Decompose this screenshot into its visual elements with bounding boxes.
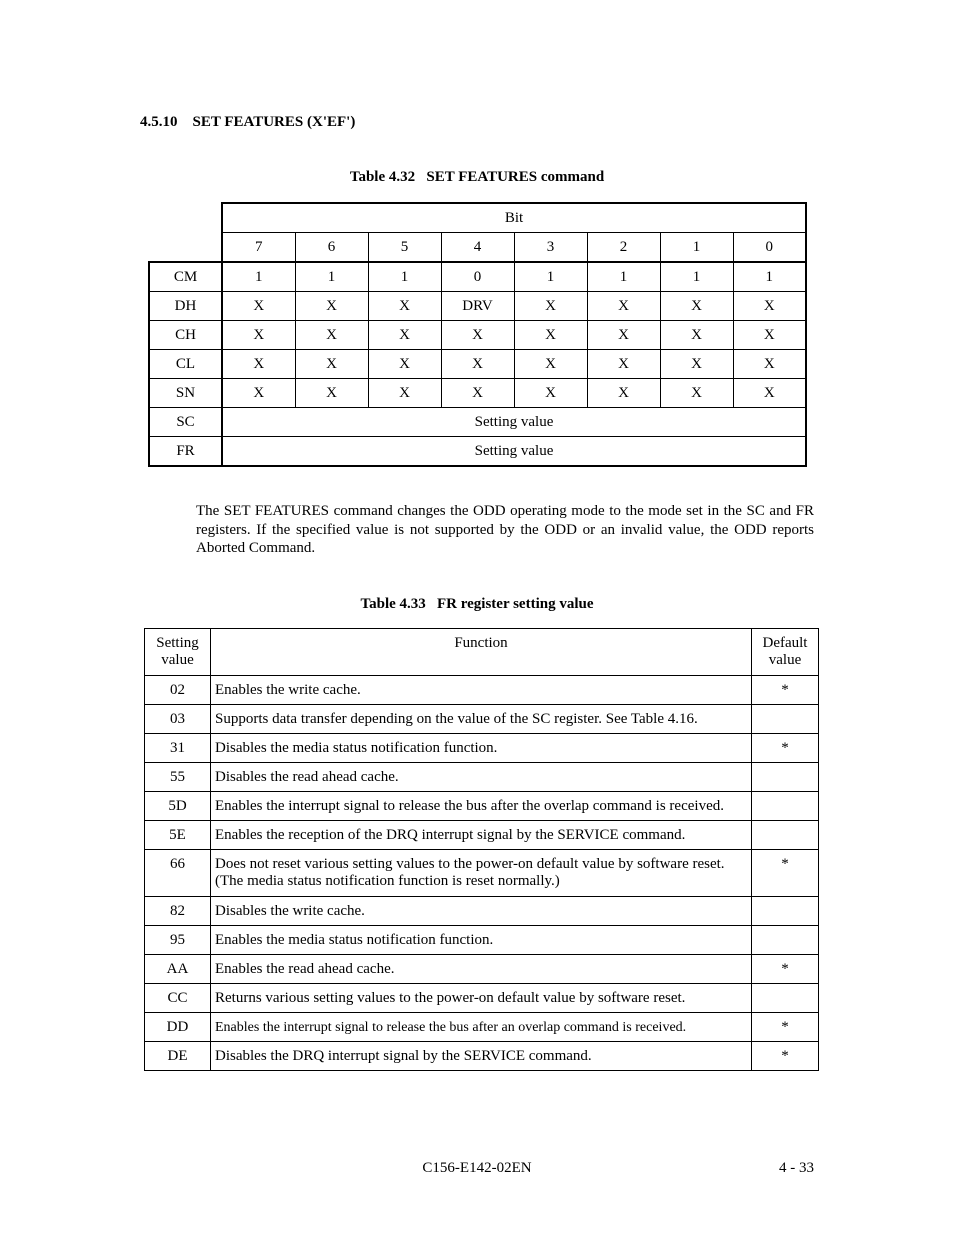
bit-cell: X — [514, 292, 587, 321]
setting-value-cell: 03 — [145, 705, 211, 734]
default-value-cell: * — [752, 1042, 819, 1071]
table-row — [145, 676, 819, 705]
setting-value-header — [145, 629, 211, 676]
setting-value-cell: 31 — [145, 734, 211, 763]
bit-cell: X — [295, 350, 368, 379]
setting-value-cell: 95 — [145, 926, 211, 955]
table-row — [145, 850, 819, 897]
table-row — [145, 705, 819, 734]
default-value-cell — [752, 897, 819, 926]
header-row — [145, 629, 819, 676]
bit-cell: 1 — [295, 262, 368, 292]
bit-cell: X — [660, 292, 733, 321]
default-value-header — [752, 629, 819, 676]
bit-cell: X — [368, 292, 441, 321]
function-cell — [211, 955, 752, 984]
default-value-cell — [752, 821, 819, 850]
bit-cell: X — [733, 379, 806, 408]
setting-value-cell: Setting value — [222, 437, 806, 467]
function-cell — [211, 705, 752, 734]
function-text: Disables the media status notification function. — [215, 740, 498, 756]
caption-label: Table 4.32 — [349, 169, 416, 185]
register-row — [149, 292, 806, 321]
table-row — [145, 792, 819, 821]
default-value-cell — [752, 705, 819, 734]
function-text: Disables the write cache. — [215, 903, 365, 919]
register-name: CM — [149, 262, 222, 292]
setting-value-cell: 5E — [145, 821, 211, 850]
bit-cell: X — [441, 321, 514, 350]
table-row — [145, 926, 819, 955]
function-cell — [211, 676, 752, 705]
setting-value-cell: 66 — [145, 850, 211, 897]
bit-cell: X — [587, 379, 660, 408]
caption-label: Table 4.33 — [360, 596, 426, 612]
bit-cell: X — [514, 379, 587, 408]
bit-cell: X — [368, 350, 441, 379]
bit-number-cell: 2 — [587, 233, 660, 263]
setting-value-cell: AA — [145, 955, 211, 984]
function-cell — [211, 897, 752, 926]
bit-cell: X — [222, 379, 295, 408]
corner-blank — [149, 233, 222, 263]
table-row — [145, 1042, 819, 1071]
setting-value-cell: Setting value — [222, 408, 806, 437]
function-text: Enables the reception of the DRQ interrupt signal by the SERVICE command. — [215, 827, 686, 843]
register-name: SC — [149, 408, 222, 437]
default-value-cell: * — [752, 676, 819, 705]
function-header: Function — [211, 629, 752, 676]
default-value-cell: * — [752, 850, 819, 897]
bit-cell: 1 — [733, 262, 806, 292]
bit-cell: X — [733, 321, 806, 350]
function-cell — [211, 1042, 752, 1071]
register-name: CH — [149, 321, 222, 350]
bit-cell: 0 — [441, 262, 514, 292]
bit-cell: X — [587, 321, 660, 350]
table-row — [145, 821, 819, 850]
function-text: Enables the media status notification function. — [215, 932, 494, 948]
bit-number-cell: 0 — [733, 233, 806, 263]
table-row — [145, 984, 819, 1013]
setting-value-cell: 5D — [145, 792, 211, 821]
bit-cell: X — [222, 292, 295, 321]
bit-cell: X — [587, 350, 660, 379]
bit-cell: 1 — [587, 262, 660, 292]
function-cell — [211, 792, 752, 821]
bit-cell: X — [587, 292, 660, 321]
bit-number-cell: 7 — [222, 233, 295, 263]
bit-number-cell: 5 — [368, 233, 441, 263]
register-name: SN — [149, 379, 222, 408]
header-line: value — [768, 652, 802, 668]
default-value-cell: * — [752, 1013, 819, 1042]
bit-cell: X — [368, 379, 441, 408]
function-cell — [211, 926, 752, 955]
bit-cell: 1 — [222, 262, 295, 292]
table-row — [145, 955, 819, 984]
bit-header: Bit — [222, 203, 806, 233]
register-row — [149, 321, 806, 350]
bit-cell: X — [733, 350, 806, 379]
setting-value-cell: DE — [145, 1042, 211, 1071]
register-name: CL — [149, 350, 222, 379]
default-value-cell — [752, 763, 819, 792]
register-row — [149, 379, 806, 408]
table-row — [145, 763, 819, 792]
function-text: Supports data transfer depending on the value of the SC register. See Table 4.16. — [215, 711, 698, 727]
header-line: Setting — [156, 635, 199, 651]
function-text: Enables the interrupt signal to release the bus after an overlap command is received. — [215, 1020, 687, 1035]
function-cell — [211, 850, 752, 897]
default-value-cell: * — [752, 734, 819, 763]
bit-number-cell: 6 — [295, 233, 368, 263]
register-row — [149, 350, 806, 379]
setting-value-cell: 02 — [145, 676, 211, 705]
caption-title: FR register setting value — [437, 596, 594, 612]
register-name: DH — [149, 292, 222, 321]
setting-value-cell: CC — [145, 984, 211, 1013]
bit-cell: X — [514, 321, 587, 350]
bit-cell: X — [368, 321, 441, 350]
bit-cell: X — [295, 321, 368, 350]
bit-cell: X — [514, 350, 587, 379]
setting-value-cell: 55 — [145, 763, 211, 792]
register-row — [149, 437, 806, 467]
caption-title: SET FEATURES command — [426, 169, 605, 185]
table-row — [145, 897, 819, 926]
function-text: Returns various setting values to the power-on default value by software reset. — [215, 990, 686, 1006]
bit-number-cell: 4 — [441, 233, 514, 263]
bit-cell: 1 — [660, 262, 733, 292]
bit-cell: X — [295, 292, 368, 321]
section-title: SET FEATURES (X'EF') — [192, 114, 356, 130]
function-text-continued: (The media status notification function is reset normally.) — [215, 873, 560, 889]
bit-cell: 1 — [514, 262, 587, 292]
setting-value-cell: 82 — [145, 897, 211, 926]
bit-number-cell: 3 — [514, 233, 587, 263]
function-cell — [211, 1013, 752, 1042]
description-paragraph: The SET FEATURES command changes the ODD operating mode to the mode set in the SC and FR registers. If the specified value is not supported by the ODD or an invalid value, the ODD reports Aborted Command. — [196, 503, 814, 556]
bit-cell: X — [222, 350, 295, 379]
register-row — [149, 408, 806, 437]
bit-cell: X — [441, 379, 514, 408]
default-value-cell — [752, 926, 819, 955]
bit-cell: X — [660, 321, 733, 350]
bit-cell: X — [222, 321, 295, 350]
section-heading — [140, 114, 355, 131]
table-4-33-caption — [0, 596, 954, 613]
function-text: Disables the DRQ interrupt signal by the SERVICE command. — [215, 1048, 592, 1064]
default-value-cell — [752, 792, 819, 821]
default-value-cell — [752, 984, 819, 1013]
register-name: FR — [149, 437, 222, 467]
function-text: Enables the write cache. — [215, 682, 361, 698]
fr-register-setting-table — [144, 628, 819, 1071]
table-4-32-caption — [0, 169, 954, 186]
bit-cell: X — [295, 379, 368, 408]
function-cell — [211, 734, 752, 763]
set-features-command-table — [148, 202, 807, 467]
page-number: 4 - 33 — [779, 1160, 814, 1176]
function-text: Enables the interrupt signal to release the bus after the overlap command is received. — [215, 798, 724, 814]
header-line: value — [161, 652, 194, 668]
register-row — [149, 262, 806, 292]
function-cell — [211, 821, 752, 850]
function-text: Disables the read ahead cache. — [215, 769, 399, 785]
table-row — [145, 1013, 819, 1042]
function-cell — [211, 763, 752, 792]
function-cell — [211, 984, 752, 1013]
bit-cell: X — [733, 292, 806, 321]
bit-number-cell: 1 — [660, 233, 733, 263]
corner-blank — [149, 203, 222, 233]
bit-cell: 1 — [368, 262, 441, 292]
header-line: Default — [762, 635, 808, 651]
bit-cell: DRV — [441, 292, 514, 321]
section-number: 4.5.10 — [140, 114, 178, 130]
default-value-cell: * — [752, 955, 819, 984]
bit-cell: X — [441, 350, 514, 379]
document-code: C156-E142-02EN — [422, 1160, 532, 1176]
function-text: Enables the read ahead cache. — [215, 961, 395, 977]
bit-cell: X — [660, 379, 733, 408]
bit-cell: X — [660, 350, 733, 379]
function-text: Does not reset various setting values to the power-on default value by software reset. — [215, 856, 725, 872]
setting-value-cell: DD — [145, 1013, 211, 1042]
table-row — [145, 734, 819, 763]
